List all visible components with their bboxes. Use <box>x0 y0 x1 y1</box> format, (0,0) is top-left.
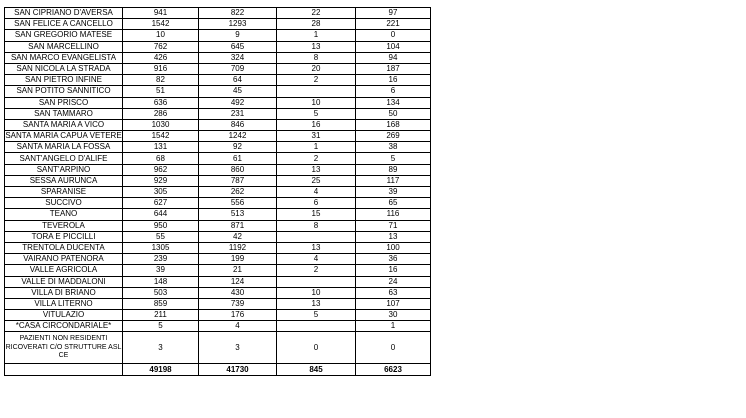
value-cell-2: 1293 <box>199 19 277 30</box>
value-cell-3: 22 <box>277 8 356 19</box>
municipality-name-cell: VALLE DI MADDALONI <box>5 276 123 287</box>
value-cell-2: 92 <box>199 142 277 153</box>
value-cell-3: 4 <box>277 187 356 198</box>
value-cell-2: 3 <box>199 332 277 364</box>
value-cell-2: 231 <box>199 108 277 119</box>
value-cell-1: 962 <box>123 164 199 175</box>
value-cell-4: 6623 <box>356 364 431 376</box>
table-row <box>5 75 431 86</box>
value-cell-3 <box>277 321 356 332</box>
table-row <box>5 332 431 364</box>
value-cell-2: 1242 <box>199 131 277 142</box>
value-cell-3: 2 <box>277 75 356 86</box>
municipality-name-cell: TEANO <box>5 209 123 220</box>
table-row <box>5 119 431 130</box>
table-row <box>5 220 431 231</box>
value-cell-1: 68 <box>123 153 199 164</box>
value-cell-3: 4 <box>277 254 356 265</box>
value-cell-3: 16 <box>277 119 356 130</box>
value-cell-4: 1 <box>356 321 431 332</box>
table-row <box>5 231 431 242</box>
value-cell-2: 822 <box>199 8 277 19</box>
value-cell-4: 13 <box>356 231 431 242</box>
table-row <box>5 187 431 198</box>
value-cell-2: 430 <box>199 287 277 298</box>
value-cell-2: 21 <box>199 265 277 276</box>
value-cell-3: 1 <box>277 30 356 41</box>
value-cell-3: 31 <box>277 131 356 142</box>
value-cell-1: 286 <box>123 108 199 119</box>
municipality-name-cell: SANT'ARPINO <box>5 164 123 175</box>
value-cell-3: 1 <box>277 142 356 153</box>
municipality-name-cell: SAN FELICE A CANCELLO <box>5 19 123 30</box>
value-cell-3: 5 <box>277 310 356 321</box>
value-cell-4: 134 <box>356 97 431 108</box>
municipality-name-cell: SANTA MARIA A VICO <box>5 119 123 130</box>
value-cell-3: 25 <box>277 175 356 186</box>
value-cell-1: 636 <box>123 97 199 108</box>
value-cell-4: 36 <box>356 254 431 265</box>
value-cell-2: 556 <box>199 198 277 209</box>
value-cell-4: 100 <box>356 242 431 253</box>
table-row <box>5 19 431 30</box>
municipality-name-cell: SANTA MARIA LA FOSSA <box>5 142 123 153</box>
value-cell-2: 4 <box>199 321 277 332</box>
value-cell-1: 39 <box>123 265 199 276</box>
table-row <box>5 142 431 153</box>
value-cell-1: 3 <box>123 332 199 364</box>
value-cell-1: 859 <box>123 298 199 309</box>
value-cell-4: 107 <box>356 298 431 309</box>
table-row <box>5 30 431 41</box>
value-cell-1: 762 <box>123 41 199 52</box>
municipality-name-cell: VALLE AGRICOLA <box>5 265 123 276</box>
table-row <box>5 287 431 298</box>
table-row <box>5 108 431 119</box>
municipality-name-cell: SAN CIPRIANO D'AVERSA <box>5 8 123 19</box>
value-cell-1: 1542 <box>123 19 199 30</box>
value-cell-1: 644 <box>123 209 199 220</box>
value-cell-2: 645 <box>199 41 277 52</box>
value-cell-2: 199 <box>199 254 277 265</box>
municipality-name-cell: VILLA DI BRIANO <box>5 287 123 298</box>
value-cell-4: 38 <box>356 142 431 153</box>
value-cell-2: 492 <box>199 97 277 108</box>
value-cell-3: 8 <box>277 52 356 63</box>
value-cell-1: 148 <box>123 276 199 287</box>
value-cell-1: 5 <box>123 321 199 332</box>
value-cell-1: 49198 <box>123 364 199 376</box>
value-cell-3: 13 <box>277 164 356 175</box>
municipality-name-cell: SAN NICOLA LA STRADA <box>5 63 123 74</box>
value-cell-3: 15 <box>277 209 356 220</box>
table-row <box>5 298 431 309</box>
value-cell-2: 45 <box>199 86 277 97</box>
table-row <box>5 63 431 74</box>
value-cell-4: 89 <box>356 164 431 175</box>
value-cell-3 <box>277 276 356 287</box>
table-row <box>5 86 431 97</box>
value-cell-2: 513 <box>199 209 277 220</box>
table-row <box>5 198 431 209</box>
value-cell-4: 16 <box>356 75 431 86</box>
value-cell-3: 8 <box>277 220 356 231</box>
municipality-name-cell: SAN MARCELLINO <box>5 41 123 52</box>
municipality-name-cell: TRENTOLA DUCENTA <box>5 242 123 253</box>
table-row <box>5 321 431 332</box>
municipality-name-cell: SAN POTITO SANNITICO <box>5 86 123 97</box>
municipality-table <box>4 7 431 376</box>
municipality-name-cell: VITULAZIO <box>5 310 123 321</box>
value-cell-1: 55 <box>123 231 199 242</box>
municipality-name-cell <box>5 364 123 376</box>
value-cell-4: 71 <box>356 220 431 231</box>
value-cell-1: 627 <box>123 198 199 209</box>
value-cell-3: 5 <box>277 108 356 119</box>
municipality-name-cell: SPARANISE <box>5 187 123 198</box>
total-row <box>5 364 431 376</box>
table-row <box>5 41 431 52</box>
value-cell-1: 426 <box>123 52 199 63</box>
value-cell-3: 10 <box>277 97 356 108</box>
municipality-name-cell: SANTA MARIA CAPUA VETERE <box>5 131 122 141</box>
municipality-name-cell: SAN GREGORIO MATESE <box>5 30 123 41</box>
municipality-name-cell: SAN PRISCO <box>5 97 123 108</box>
table-row <box>5 209 431 220</box>
table-row <box>5 164 431 175</box>
value-cell-4: 6 <box>356 86 431 97</box>
value-cell-4: 5 <box>356 153 431 164</box>
municipality-name-cell: SANT'ANGELO D'ALIFE <box>5 153 123 164</box>
value-cell-1: 51 <box>123 86 199 97</box>
value-cell-3 <box>277 86 356 97</box>
value-cell-4: 117 <box>356 175 431 186</box>
value-cell-3: 20 <box>277 63 356 74</box>
value-cell-3: 13 <box>277 242 356 253</box>
value-cell-4: 269 <box>356 131 431 142</box>
value-cell-3 <box>277 231 356 242</box>
municipality-name-cell: VILLA LITERNO <box>5 298 123 309</box>
value-cell-1: 1030 <box>123 119 199 130</box>
municipality-name-cell: SAN TAMMARO <box>5 108 123 119</box>
value-cell-1: 916 <box>123 63 199 74</box>
value-cell-4: 50 <box>356 108 431 119</box>
value-cell-1: 1305 <box>123 242 199 253</box>
value-cell-4: 16 <box>356 265 431 276</box>
value-cell-3: 845 <box>277 364 356 376</box>
value-cell-4: 65 <box>356 198 431 209</box>
value-cell-3: 28 <box>277 19 356 30</box>
value-cell-2: 176 <box>199 310 277 321</box>
table-row <box>5 153 431 164</box>
value-cell-1: 239 <box>123 254 199 265</box>
value-cell-4: 0 <box>356 332 431 364</box>
value-cell-2: 124 <box>199 276 277 287</box>
value-cell-2: 41730 <box>199 364 277 376</box>
value-cell-2: 262 <box>199 187 277 198</box>
value-cell-1: 305 <box>123 187 199 198</box>
value-cell-4: 168 <box>356 119 431 130</box>
table-row <box>5 254 431 265</box>
value-cell-3: 2 <box>277 265 356 276</box>
municipality-name-cell: SAN MARCO EVANGELISTA <box>5 52 123 63</box>
value-cell-3: 13 <box>277 298 356 309</box>
value-cell-3: 6 <box>277 198 356 209</box>
value-cell-4: 39 <box>356 187 431 198</box>
value-cell-2: 324 <box>199 52 277 63</box>
value-cell-4: 221 <box>356 19 431 30</box>
value-cell-3: 2 <box>277 153 356 164</box>
municipality-name-cell: PAZIENTI NON RESIDENTI RICOVERATI C/O STRUTTURE ASL CE <box>5 332 123 364</box>
municipality-name-cell: VAIRANO PATENORA <box>5 254 123 265</box>
value-cell-4: 116 <box>356 209 431 220</box>
table-row <box>5 310 431 321</box>
value-cell-2: 871 <box>199 220 277 231</box>
value-cell-4: 24 <box>356 276 431 287</box>
municipality-table-body <box>5 8 431 376</box>
table-row <box>5 175 431 186</box>
value-cell-2: 42 <box>199 231 277 242</box>
value-cell-2: 860 <box>199 164 277 175</box>
value-cell-2: 64 <box>199 75 277 86</box>
value-cell-4: 94 <box>356 52 431 63</box>
table-row <box>5 276 431 287</box>
table-row <box>5 52 431 63</box>
value-cell-4: 63 <box>356 287 431 298</box>
table-row <box>5 8 431 19</box>
value-cell-2: 1192 <box>199 242 277 253</box>
value-cell-3: 0 <box>277 332 356 364</box>
value-cell-1: 82 <box>123 75 199 86</box>
value-cell-1: 941 <box>123 8 199 19</box>
value-cell-4: 30 <box>356 310 431 321</box>
value-cell-2: 709 <box>199 63 277 74</box>
value-cell-4: 187 <box>356 63 431 74</box>
value-cell-3: 10 <box>277 287 356 298</box>
value-cell-1: 211 <box>123 310 199 321</box>
table-row <box>5 131 431 142</box>
value-cell-1: 131 <box>123 142 199 153</box>
value-cell-2: 739 <box>199 298 277 309</box>
municipality-name-cell: SAN PIETRO INFINE <box>5 75 123 86</box>
value-cell-2: 9 <box>199 30 277 41</box>
municipality-name-cell: TEVEROLA <box>5 220 123 231</box>
value-cell-3: 13 <box>277 41 356 52</box>
value-cell-1: 1542 <box>123 131 199 142</box>
municipality-name-cell: TORA E PICCILLI <box>5 231 123 242</box>
value-cell-4: 104 <box>356 41 431 52</box>
municipality-name-cell: *CASA CIRCONDARIALE* <box>5 321 123 332</box>
value-cell-2: 61 <box>199 153 277 164</box>
value-cell-1: 950 <box>123 220 199 231</box>
value-cell-2: 787 <box>199 175 277 186</box>
value-cell-1: 503 <box>123 287 199 298</box>
value-cell-4: 0 <box>356 30 431 41</box>
value-cell-1: 10 <box>123 30 199 41</box>
municipality-name-cell: SESSA AURUNCA <box>5 175 123 186</box>
municipality-name-cell: SUCCIVO <box>5 198 123 209</box>
value-cell-2: 846 <box>199 119 277 130</box>
table-row <box>5 265 431 276</box>
value-cell-4: 97 <box>356 8 431 19</box>
table-row <box>5 242 431 253</box>
table-row <box>5 97 431 108</box>
value-cell-1: 929 <box>123 175 199 186</box>
